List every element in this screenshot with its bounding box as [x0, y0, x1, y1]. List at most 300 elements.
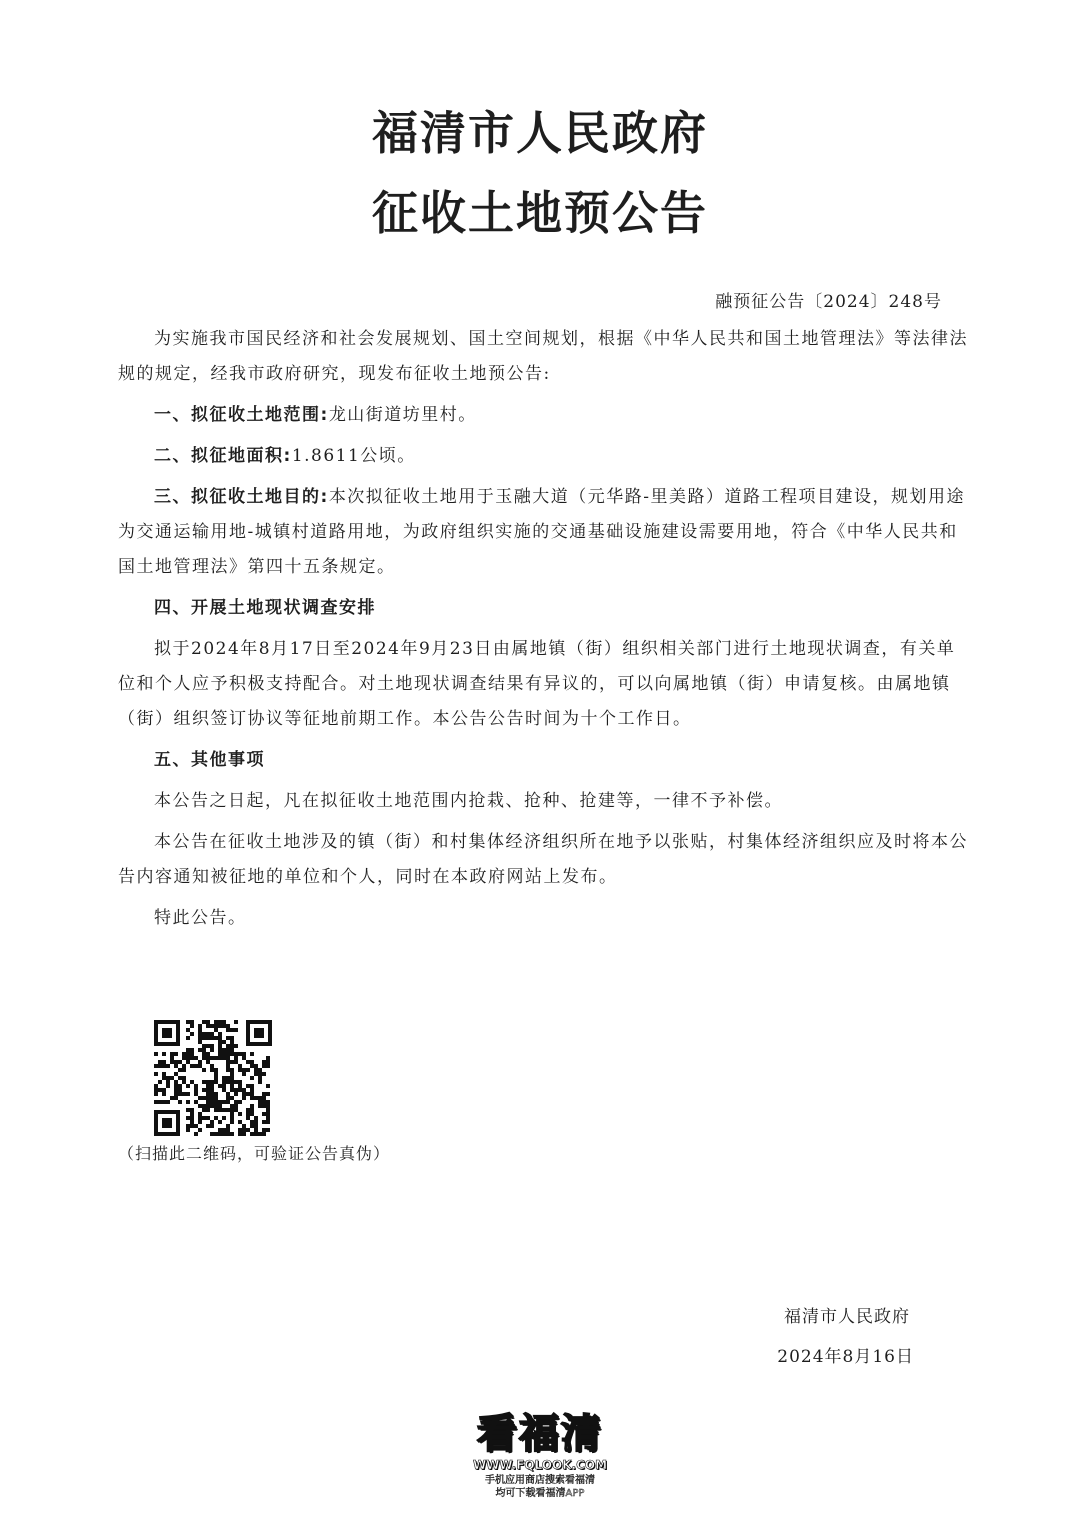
qr-module	[210, 1132, 214, 1136]
qr-module	[254, 1068, 258, 1072]
qr-module	[218, 1020, 222, 1024]
qr-module	[230, 1036, 234, 1040]
qr-module	[230, 1068, 234, 1072]
qr-module	[218, 1084, 222, 1088]
qr-module	[226, 1036, 230, 1040]
qr-module	[250, 1104, 254, 1108]
qr-module	[186, 1020, 190, 1024]
qr-module	[218, 1036, 222, 1040]
qr-module	[202, 1044, 206, 1048]
qr-module	[154, 1088, 158, 1092]
qr-module	[218, 1132, 222, 1136]
qr-module	[242, 1092, 246, 1096]
qr-module	[178, 1088, 182, 1092]
qr-module	[226, 1076, 230, 1080]
qr-module	[178, 1068, 182, 1072]
qr-module	[222, 1088, 226, 1092]
page-title-line1: 福清市人民政府	[372, 106, 708, 160]
qr-module	[222, 1020, 226, 1024]
qr-module	[258, 1132, 262, 1136]
verification-qr-code	[154, 1020, 272, 1136]
qr-module	[222, 1084, 226, 1088]
qr-module	[202, 1048, 206, 1052]
qr-module	[238, 1052, 242, 1056]
page-title-line2: 征收土地预公告	[372, 186, 708, 240]
qr-module	[198, 1048, 202, 1052]
section-5-text-2: 本公告在征收土地涉及的镇（街）和村集体经济组织所在地予以张贴，村集体经济组织应及时将本公告内容通知被征地的单位和个人，同时在本政府网站上发布。	[118, 832, 968, 887]
qr-module	[162, 1076, 166, 1080]
qr-module	[254, 1124, 258, 1128]
qr-module	[226, 1048, 230, 1052]
qr-module	[226, 1056, 230, 1060]
qr-module	[190, 1064, 194, 1068]
qr-module	[230, 1132, 234, 1136]
qr-module	[262, 1120, 266, 1124]
qr-module	[178, 1092, 182, 1096]
qr-module	[194, 1064, 198, 1068]
qr-module	[230, 1108, 234, 1112]
qr-module	[194, 1132, 198, 1136]
qr-module	[222, 1116, 226, 1120]
qr-module	[250, 1096, 254, 1100]
qr-module	[206, 1032, 210, 1036]
qr-module	[174, 1060, 178, 1064]
qr-module	[178, 1100, 182, 1104]
watermark-site: WWW.FQLOOK.COM	[472, 1458, 608, 1472]
qr-module	[218, 1100, 222, 1104]
section-1-heading: 一、拟征收土地范围:	[154, 405, 329, 425]
qr-module	[198, 1104, 202, 1108]
qr-module	[210, 1080, 214, 1084]
qr-module	[254, 1128, 258, 1132]
qr-module	[186, 1060, 190, 1064]
closing-text: 特此公告。	[154, 908, 247, 928]
qr-module	[206, 1060, 210, 1064]
qr-module	[206, 1044, 210, 1048]
qr-module	[198, 1120, 202, 1124]
qr-module	[250, 1064, 254, 1068]
qr-module	[158, 1060, 162, 1064]
qr-module	[210, 1048, 214, 1052]
qr-module	[250, 1052, 254, 1056]
qr-module	[182, 1064, 186, 1068]
qr-module	[222, 1080, 226, 1084]
qr-module	[226, 1064, 230, 1068]
qr-module	[234, 1056, 238, 1060]
qr-module	[210, 1044, 214, 1048]
qr-module	[214, 1092, 218, 1096]
qr-module	[182, 1076, 186, 1080]
qr-module	[182, 1092, 186, 1096]
qr-module	[210, 1088, 214, 1092]
qr-module	[230, 1028, 234, 1032]
qr-module	[226, 1052, 230, 1056]
watermark-line-2: 均可下载看福清APP	[495, 1488, 585, 1499]
qr-module	[218, 1056, 222, 1060]
qr-module	[222, 1048, 226, 1052]
qr-module	[218, 1024, 222, 1028]
qr-module	[178, 1084, 182, 1088]
qr-module	[214, 1104, 218, 1108]
announcement-body	[118, 322, 968, 942]
qr-module	[250, 1092, 254, 1096]
qr-module	[190, 1120, 194, 1124]
qr-module	[174, 1092, 178, 1096]
qr-module	[250, 1108, 254, 1112]
qr-module	[246, 1092, 250, 1096]
qr-module	[222, 1040, 226, 1044]
qr-module	[198, 1060, 202, 1064]
qr-module	[154, 1072, 158, 1076]
qr-module	[234, 1020, 238, 1024]
qr-module	[166, 1080, 170, 1084]
qr-module	[214, 1024, 218, 1028]
qr-module	[238, 1080, 242, 1084]
qr-module	[230, 1080, 234, 1084]
qr-module	[190, 1112, 194, 1116]
qr-module	[202, 1036, 206, 1040]
qr-module	[222, 1056, 226, 1060]
qr-module	[162, 1088, 166, 1092]
qr-module	[226, 1108, 230, 1112]
qr-module	[246, 1068, 250, 1072]
qr-module	[230, 1040, 234, 1044]
qr-module	[206, 1092, 210, 1096]
qr-module	[198, 1064, 202, 1068]
section-5-text-1: 本公告之日起，凡在拟征收土地范围内抢栽、抢种、抢建等，一律不予补偿。	[154, 791, 783, 811]
qr-module	[166, 1084, 170, 1088]
qr-module	[234, 1104, 238, 1108]
section-5-heading: 五、其他事项	[154, 750, 265, 770]
qr-module	[190, 1048, 194, 1052]
qr-module	[186, 1052, 190, 1056]
qr-module	[170, 1060, 174, 1064]
qr-module	[238, 1132, 242, 1136]
qr-module	[154, 1100, 158, 1104]
qr-module	[242, 1072, 246, 1076]
qr-module	[174, 1088, 178, 1092]
qr-module	[202, 1108, 206, 1112]
qr-module	[206, 1096, 210, 1100]
qr-finder-bottom-left	[154, 1110, 180, 1136]
qr-module	[206, 1020, 210, 1024]
qr-module	[206, 1100, 210, 1104]
qr-module	[234, 1052, 238, 1056]
qr-module	[154, 1092, 158, 1096]
qr-module	[206, 1036, 210, 1040]
qr-module	[242, 1068, 246, 1072]
qr-module	[162, 1052, 166, 1056]
qr-module	[258, 1096, 262, 1100]
qr-module	[210, 1100, 214, 1104]
section-1	[118, 398, 968, 433]
qr-module	[210, 1092, 214, 1096]
qr-module	[214, 1020, 218, 1024]
qr-module	[234, 1108, 238, 1112]
qr-module	[242, 1052, 246, 1056]
qr-module	[174, 1080, 178, 1084]
qr-module	[226, 1100, 230, 1104]
qr-module	[226, 1128, 230, 1132]
intro-paragraph: 为实施我市国民经济和社会发展规划、国土空间规划，根据《中华人民共和国土地管理法》等法律法规的规定，经我市政府研究，现发布征收土地预公告:	[118, 329, 968, 384]
qr-module	[238, 1068, 242, 1072]
qr-module	[242, 1096, 246, 1100]
qr-module	[258, 1076, 262, 1080]
qr-module	[186, 1092, 190, 1096]
qr-module	[154, 1052, 158, 1056]
qr-module	[238, 1120, 242, 1124]
qr-module	[170, 1076, 174, 1080]
qr-module	[246, 1060, 250, 1064]
watermark-line-1: 手机应用商店搜索看福清	[485, 1475, 595, 1486]
qr-module	[194, 1056, 198, 1060]
qr-module	[266, 1084, 270, 1088]
qr-module	[238, 1064, 242, 1068]
qr-module	[258, 1068, 262, 1072]
qr-module	[230, 1104, 234, 1108]
qr-module	[214, 1036, 218, 1040]
qr-module	[158, 1064, 162, 1068]
qr-module	[230, 1060, 234, 1064]
qr-module	[266, 1128, 270, 1132]
qr-module	[202, 1088, 206, 1092]
section-3	[118, 480, 968, 585]
qr-module	[262, 1132, 266, 1136]
qr-module	[182, 1056, 186, 1060]
qr-module	[250, 1112, 254, 1116]
qr-module	[230, 1072, 234, 1076]
section-4-heading: 四、开展土地现状调查安排	[154, 598, 376, 618]
qr-module	[242, 1124, 246, 1128]
qr-module	[266, 1092, 270, 1096]
qr-module	[198, 1032, 202, 1036]
qr-module	[206, 1080, 210, 1084]
qr-module	[226, 1096, 230, 1100]
qr-module	[222, 1024, 226, 1028]
qr-module	[222, 1108, 226, 1112]
qr-module	[230, 1120, 234, 1124]
qr-module	[226, 1024, 230, 1028]
qr-module	[226, 1132, 230, 1136]
qr-module	[238, 1112, 242, 1116]
qr-module	[262, 1064, 266, 1068]
qr-module	[206, 1108, 210, 1112]
qr-module	[242, 1056, 246, 1060]
qr-module	[266, 1120, 270, 1124]
qr-module	[210, 1056, 214, 1060]
qr-module	[262, 1092, 266, 1096]
qr-module	[166, 1076, 170, 1080]
qr-module	[230, 1052, 234, 1056]
qr-module	[250, 1084, 254, 1088]
qr-module	[266, 1112, 270, 1116]
qr-module	[186, 1048, 190, 1052]
qr-caption: （扫描此二维码，可验证公告真伪）	[118, 1144, 391, 1163]
qr-module	[174, 1084, 178, 1088]
qr-module	[186, 1028, 190, 1032]
qr-module	[266, 1104, 270, 1108]
qr-module	[214, 1056, 218, 1060]
qr-module	[262, 1100, 266, 1104]
qr-module	[254, 1096, 258, 1100]
qr-module	[198, 1128, 202, 1132]
qr-module	[158, 1080, 162, 1084]
qr-module	[206, 1084, 210, 1088]
qr-module	[210, 1036, 214, 1040]
qr-module	[186, 1124, 190, 1128]
qr-module	[214, 1132, 218, 1136]
qr-module	[170, 1056, 174, 1060]
qr-module	[246, 1084, 250, 1088]
qr-module	[190, 1052, 194, 1056]
watermark-logo	[440, 1412, 640, 1522]
qr-module	[206, 1104, 210, 1108]
qr-module	[210, 1064, 214, 1068]
qr-module	[214, 1080, 218, 1084]
qr-module	[222, 1052, 226, 1056]
qr-module	[258, 1080, 262, 1084]
qr-module	[230, 1076, 234, 1080]
qr-module	[262, 1128, 266, 1132]
qr-module	[186, 1128, 190, 1132]
qr-module	[266, 1100, 270, 1104]
qr-module	[238, 1088, 242, 1092]
qr-module	[190, 1116, 194, 1120]
qr-module	[226, 1092, 230, 1096]
qr-module	[182, 1080, 186, 1084]
qr-module	[242, 1128, 246, 1132]
qr-module	[174, 1096, 178, 1100]
section-3-heading: 三、拟征收土地目的:	[154, 487, 329, 507]
qr-module	[190, 1020, 194, 1024]
qr-module	[250, 1132, 254, 1136]
qr-module	[186, 1116, 190, 1120]
qr-finder-top-right	[246, 1020, 272, 1046]
qr-module	[210, 1124, 214, 1128]
qr-module	[206, 1124, 210, 1128]
qr-module	[194, 1100, 198, 1104]
qr-module	[230, 1116, 234, 1120]
qr-module	[194, 1092, 198, 1096]
qr-module	[202, 1020, 206, 1024]
qr-module	[202, 1052, 206, 1056]
qr-module	[262, 1096, 266, 1100]
qr-module	[190, 1080, 194, 1084]
qr-module	[218, 1048, 222, 1052]
qr-module	[258, 1072, 262, 1076]
section-4-text: 拟于2024年8月17日至2024年9月23日由属地镇（街）组织相关部门进行土地现状调查，有关单位和个人应予积极支持配合。对土地现状调查结果有异议的，可以向属地镇（街）申请复核。由属地镇（街）组织签订协议等征地前期工作。本公告公告时间为十个工作日。	[118, 639, 956, 729]
qr-module	[170, 1052, 174, 1056]
qr-module	[218, 1104, 222, 1108]
qr-module	[210, 1104, 214, 1108]
qr-module	[178, 1060, 182, 1064]
qr-module	[182, 1068, 186, 1072]
qr-module	[186, 1108, 190, 1112]
qr-module	[254, 1072, 258, 1076]
qr-module	[198, 1116, 202, 1120]
qr-module	[226, 1124, 230, 1128]
qr-module	[246, 1128, 250, 1132]
qr-module	[190, 1056, 194, 1060]
qr-module	[214, 1116, 218, 1120]
qr-module	[222, 1132, 226, 1136]
qr-module	[250, 1060, 254, 1064]
qr-module	[234, 1092, 238, 1096]
qr-module	[194, 1124, 198, 1128]
section-2	[118, 439, 968, 474]
qr-module	[262, 1072, 266, 1076]
qr-module	[210, 1032, 214, 1036]
qr-module	[222, 1100, 226, 1104]
qr-module	[262, 1112, 266, 1116]
qr-module	[154, 1064, 158, 1068]
qr-module	[234, 1080, 238, 1084]
qr-module	[218, 1128, 222, 1132]
qr-module	[190, 1124, 194, 1128]
qr-module	[226, 1028, 230, 1032]
qr-module	[202, 1032, 206, 1036]
qr-module	[186, 1056, 190, 1060]
qr-module	[198, 1028, 202, 1032]
qr-module	[218, 1032, 222, 1036]
qr-module	[226, 1044, 230, 1048]
qr-module	[230, 1096, 234, 1100]
qr-module	[210, 1096, 214, 1100]
qr-module	[194, 1084, 198, 1088]
qr-module	[186, 1100, 190, 1104]
qr-module	[230, 1044, 234, 1048]
qr-module	[206, 1056, 210, 1060]
qr-module	[210, 1120, 214, 1124]
qr-module	[230, 1048, 234, 1052]
qr-module	[230, 1084, 234, 1088]
qr-module	[230, 1088, 234, 1092]
qr-module	[198, 1040, 202, 1044]
qr-module	[214, 1068, 218, 1072]
qr-module	[242, 1088, 246, 1092]
qr-module	[234, 1100, 238, 1104]
qr-module	[254, 1064, 258, 1068]
qr-module	[214, 1096, 218, 1100]
qr-module	[162, 1092, 166, 1096]
qr-module	[250, 1124, 254, 1128]
qr-module	[198, 1024, 202, 1028]
qr-module	[266, 1060, 270, 1064]
qr-module	[266, 1108, 270, 1112]
qr-module	[262, 1104, 266, 1108]
qr-module	[214, 1076, 218, 1080]
qr-module	[206, 1024, 210, 1028]
qr-module	[166, 1064, 170, 1068]
signature-organization: 福清市人民政府	[784, 1307, 910, 1327]
qr-module	[226, 1068, 230, 1072]
qr-module	[198, 1112, 202, 1116]
qr-module	[210, 1024, 214, 1028]
qr-module	[210, 1084, 214, 1088]
qr-module	[174, 1064, 178, 1068]
qr-module	[246, 1112, 250, 1116]
qr-module	[238, 1084, 242, 1088]
section-2-text: 1.8611公顷。	[291, 446, 416, 466]
qr-module	[226, 1080, 230, 1084]
qr-module	[266, 1064, 270, 1068]
qr-module	[214, 1028, 218, 1032]
qr-module	[194, 1088, 198, 1092]
qr-module	[226, 1060, 230, 1064]
watermark-name: 看福清	[477, 1411, 603, 1457]
qr-module	[234, 1088, 238, 1092]
qr-module	[222, 1076, 226, 1080]
